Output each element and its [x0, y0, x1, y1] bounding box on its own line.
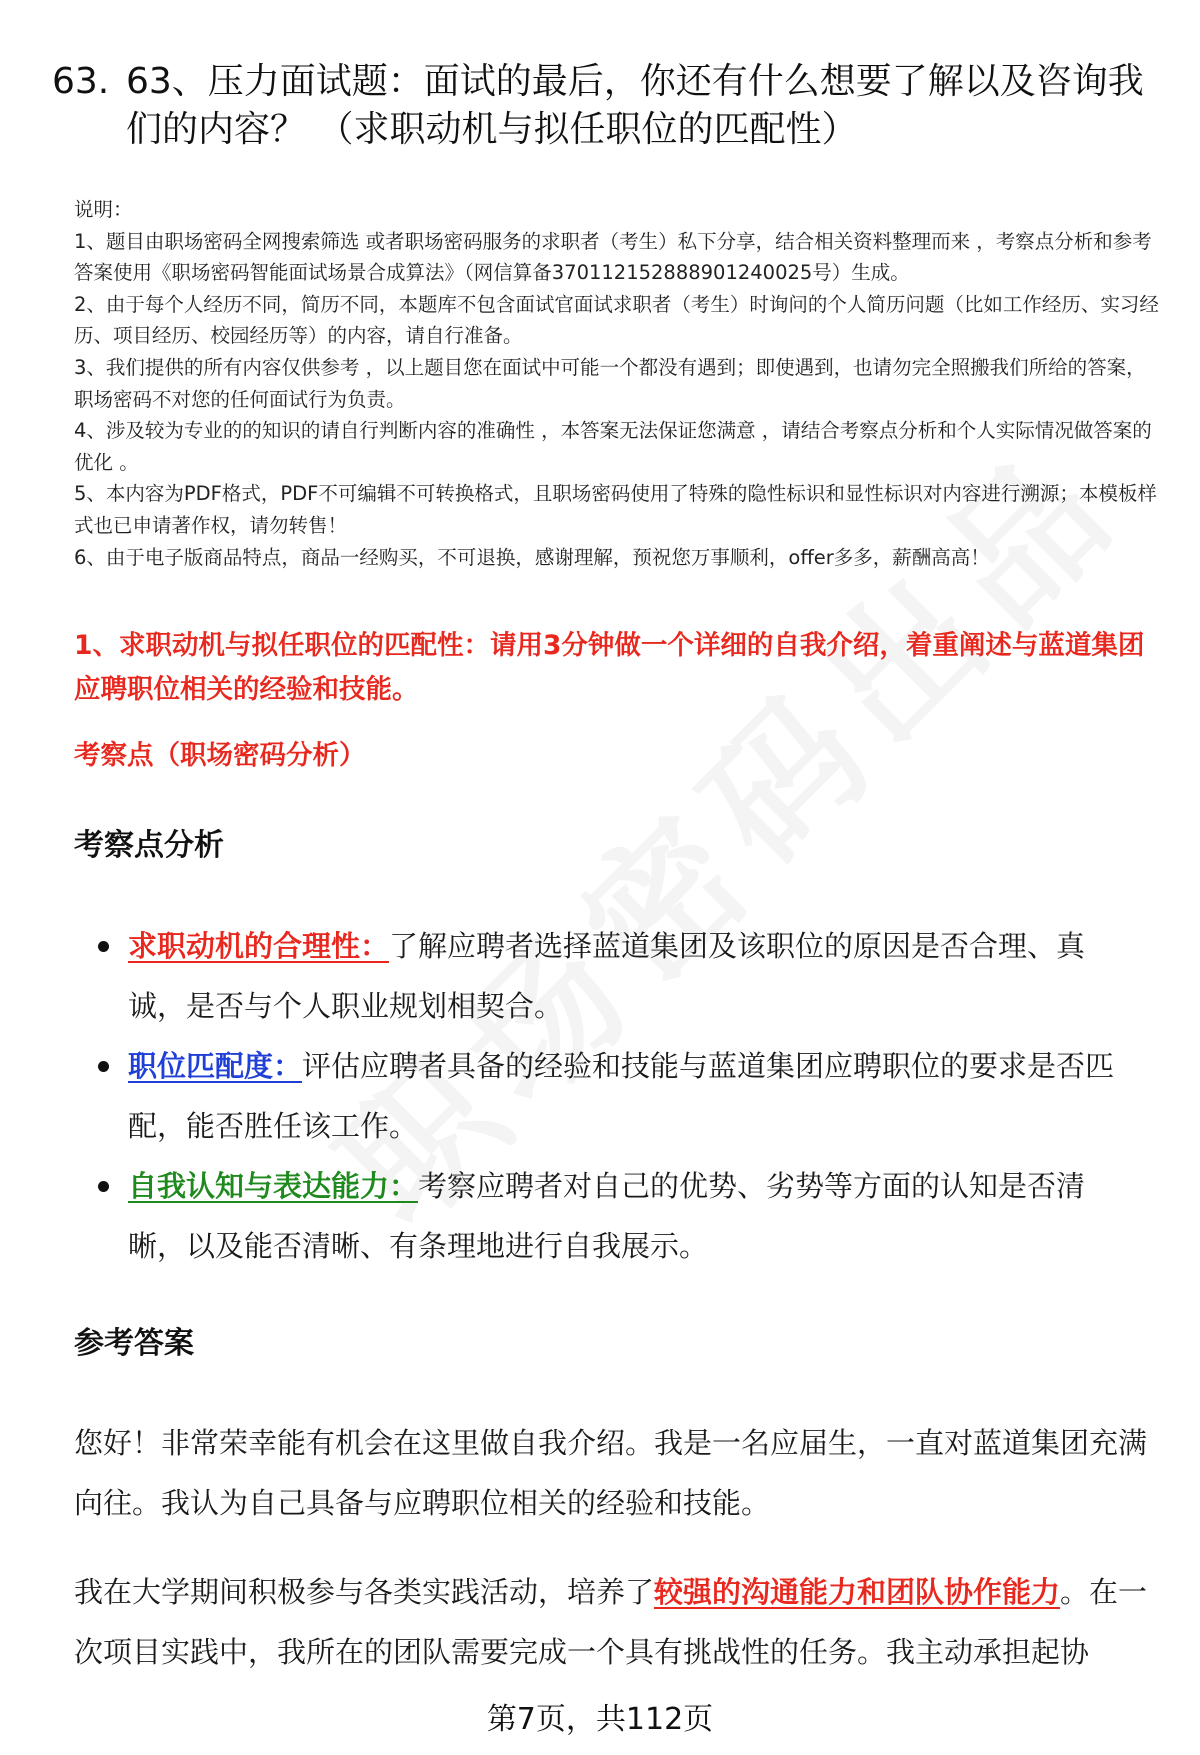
- bullet-dot-icon: [98, 1181, 109, 1192]
- answer-highlight: 较强的沟通能力和团队协作能力: [654, 1575, 1061, 1609]
- notes-item: 4、涉及较为专业的的知识的请自行判断内容的准确性 ，本答案无法保证您满意 ，请结合考察点分析和个人实际情况做答案的优化 。: [74, 419, 1152, 474]
- notes-item: 1、题目由职场密码全网搜索筛选 或者职场密码服务的求职者（考生）私下分享，结合相关资料整理而来 ，考察点分析和参考答案使用《职场密码智能面试场景合成算法》（网信算备370112152888901240025号）生成。: [74, 229, 1152, 285]
- question-number: 63.: [52, 61, 110, 102]
- answer-title: 参考答案: [74, 1326, 194, 1361]
- answer-paragraph: 您好！非常荣幸能有机会在这里做自我介绍。我是一名应届生，一直对蓝道集团充满向往。我认为自己具备与应聘职位相关的经验和技能。: [74, 1426, 1148, 1520]
- analysis-keyword: 求职动机的合理性：: [128, 929, 390, 963]
- analysis-item: [0, 916, 1200, 1036]
- answer-paragraph: [74, 1562, 1164, 1682]
- analysis-text: 考察应聘者对自己的优势、劣势等方面的认知是否清晰，以及能否清晰、有条理地进行自我展示。: [128, 1169, 1086, 1263]
- answer-text: 我在大学期间积极参与各类实践活动，培养了: [74, 1575, 655, 1609]
- kaochadian-label: 考察点（职场密码分析）: [74, 740, 366, 771]
- analysis-text: 了解应聘者选择蓝道集团及该职位的原因是否合理、真诚，是否与个人职业规划相契合。: [128, 929, 1086, 1023]
- analysis-keyword: 自我认知与表达能力：: [128, 1169, 419, 1203]
- analysis-item: [0, 1036, 1200, 1156]
- notes-heading: 说明：: [74, 198, 133, 221]
- analysis-list: [0, 916, 1200, 1276]
- notes-item: 2、由于每个人经历不同，简历不同，本题库不包含面试官面试求职者（考生）时询问的个人简历问题（比如工作经历、实习经历、项目经历、校园经历等）的内容，请自行准备。: [74, 292, 1159, 348]
- analysis-title: 考察点分析: [74, 828, 224, 863]
- analysis-text: 评估应聘者具备的经验和技能与蓝道集团应聘职位的要求是否匹配，能否胜任该工作。: [128, 1049, 1115, 1143]
- question-title: [52, 58, 1162, 154]
- answer-body: [74, 1413, 1164, 1711]
- question-title-text: 63、压力面试题：面试的最后，你还有什么想要了解以及咨询我们的内容？ （求职动机与拟任职位的匹配性）: [126, 61, 1144, 150]
- notes-item: 3、我们提供的所有内容仅供参考 ，以上题目您在面试中可能一个都没有遇到；即使遇到，也请勿完全照搬我们所给的答案，职场密码不对您的任何面试行为负责。: [74, 355, 1146, 411]
- page-footer: 第7页，共112页: [0, 1700, 1200, 1740]
- bullet-dot-icon: [98, 941, 109, 952]
- answer-text: 。在一次项目实践中，我所在的团队需要完成一个具有挑战性的任务。我主动承担起协: [74, 1575, 1148, 1669]
- notes-item: 6、由于电子版商品特点，商品一经购买，不可退换，感谢理解，预祝您万事顺利，offer多多，薪酬高高！: [74, 545, 990, 569]
- interview-question: 1、求职动机与拟任职位的匹配性：请用3分钟做一个详细的自我介绍，着重阐述与蓝道集团应聘职位相关的经验和技能。: [74, 630, 1145, 705]
- bullet-dot-icon: [98, 1061, 109, 1072]
- notes-block: [74, 194, 1160, 573]
- analysis-item: [0, 1156, 1200, 1276]
- notes-item: 5、本内容为PDF格式，PDF不可编辑不可转换格式，且职场密码使用了特殊的隐性标识和显性标识对内容进行溯源；本模板样式也已申请著作权，请勿转售！: [74, 482, 1157, 537]
- analysis-keyword: 职位匹配度：: [128, 1049, 303, 1083]
